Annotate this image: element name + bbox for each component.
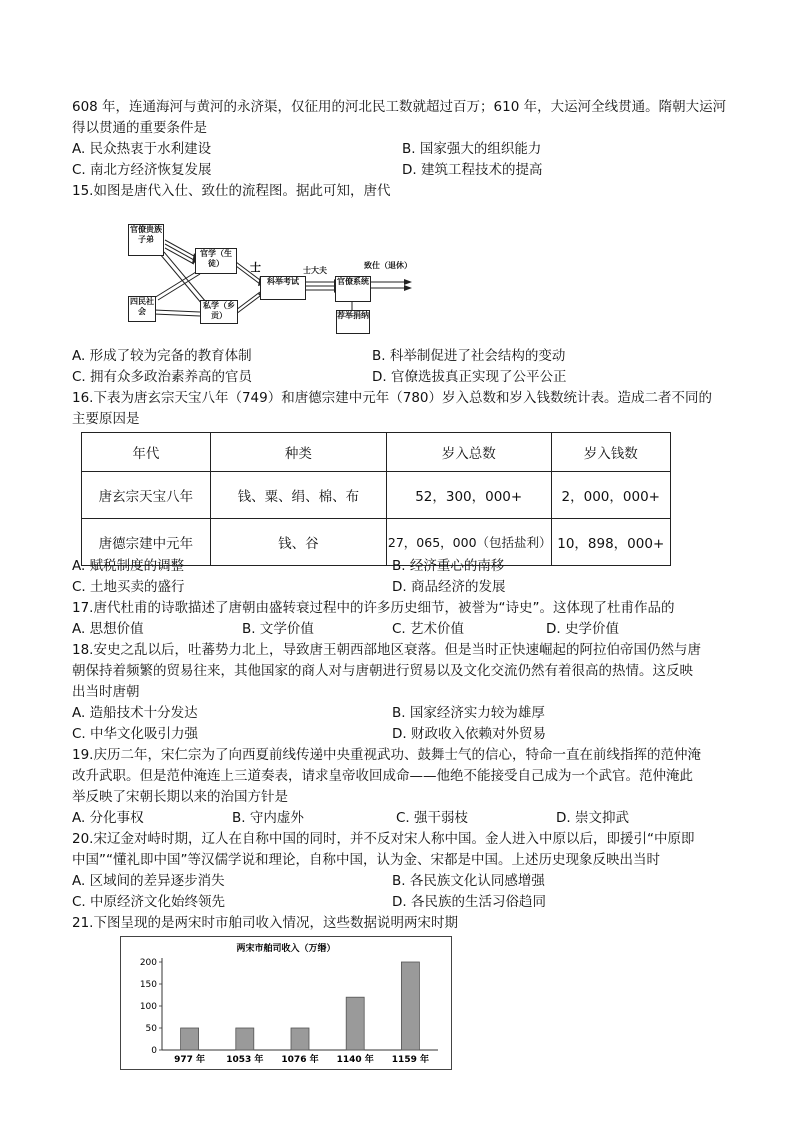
y-tick-label: 150 — [139, 980, 157, 990]
table-row — [82, 472, 671, 519]
q15-option-b: B. 科举制促进了社会结构的变动 — [372, 348, 566, 364]
q17-option-a: A. 思想价值 — [72, 621, 144, 637]
chart-bar — [346, 997, 364, 1050]
box-simin: 四民社会 — [128, 296, 156, 322]
q16-table — [81, 432, 671, 566]
table-header-row — [82, 433, 671, 472]
y-tick-label: 100 — [139, 1002, 157, 1012]
chart-bar — [291, 1028, 309, 1050]
q16-option-b: B. 经济重心的南移 — [392, 558, 505, 574]
y-tick-label: 200 — [139, 958, 157, 968]
q20-option-c: C. 中原经济文化始终领先 — [72, 894, 226, 910]
x-tick-label: 977 年 — [174, 1055, 206, 1065]
x-tick-label: 1140 年 — [336, 1055, 374, 1065]
x-tick-label: 1053 年 — [226, 1055, 264, 1065]
q20-option-d: D. 各民族的生活习俗趋同 — [392, 894, 546, 910]
table-header-cell: 岁入钱数 — [551, 433, 671, 472]
q19-stem-line2: 改升武职。但是范仲淹连上三道奏表，请求皇帝收回成命——他绝不能接受自己成为一个武官。范仲淹此 — [72, 768, 693, 784]
q16-option-a: A. 赋税制度的调整 — [72, 558, 185, 574]
q16-option-d: D. 商品经济的发展 — [392, 579, 506, 595]
q19-stem-line3: 举反映了宋朝长期以来的治国方针是 — [72, 789, 288, 805]
q15-stem: 15.如图是唐代入仕、致仕的流程图。据此可知，唐代 — [72, 183, 391, 199]
q17-stem: 17.唐代杜甫的诗歌描述了唐朝由盛转衰过程中的许多历史细节，被誉为“诗史”。这体现了杜甫作品的 — [72, 600, 675, 616]
box-kejukaoshi: 科举考试 — [260, 276, 306, 300]
q15-option-a: A. 形成了较为完备的教育体制 — [72, 348, 252, 364]
q18-option-b: B. 国家经济实力较为雄厚 — [392, 705, 545, 721]
q19-option-b: B. 守内虚外 — [232, 810, 304, 826]
q15-option-c: C. 拥有众多政治素养高的官员 — [72, 369, 253, 385]
q16-option-c: C. 土地买卖的盛行 — [72, 579, 185, 595]
q17-option-b: B. 文学价值 — [242, 621, 314, 637]
q21-stem: 21.下图呈现的是两宋时市舶司收入情况，这些数据说明两宋时期 — [72, 915, 458, 931]
q19-option-d: D. 崇文抑武 — [556, 810, 629, 826]
table-cell: 唐德宗建中元年 — [82, 519, 211, 566]
q20-option-a: A. 区域间的差异逐步消失 — [72, 873, 225, 889]
q14-option-a: A. 民众热衷于水利建设 — [72, 141, 212, 157]
y-tick-label: 50 — [145, 1024, 157, 1034]
q18-stem-line2: 朝保持着频繁的贸易往来，其他国家的商人对与唐朝进行贸易以及文化交流仍然有着很高的热情。这反映 — [72, 663, 693, 679]
q15-option-d: D. 官僚选拔真正实现了公平公正 — [372, 369, 567, 385]
q18-option-a: A. 造船技术十分发达 — [72, 705, 198, 721]
q19-stem-line1: 19.庆历二年，宋仁宗为了向西夏前线传递中央重视武功、鼓舞士气的信心，特命一直在前线指挥的范仲淹 — [72, 747, 701, 763]
box-sixue: 私学（乡贡） — [200, 300, 238, 324]
table-cell: 钱、谷 — [210, 519, 386, 566]
box-guanliao-zidi: 官僚贵族子弟 — [128, 224, 164, 256]
table-header-cell: 岁入总数 — [386, 433, 551, 472]
q20-option-b: B. 各民族文化认同感增强 — [392, 873, 545, 889]
x-tick-label: 1159 年 — [391, 1055, 429, 1065]
q17-option-d: D. 史学价值 — [546, 621, 619, 637]
chart-bar — [236, 1028, 254, 1050]
q18-stem-line3: 出当时唐朝 — [72, 684, 140, 700]
table-header-cell: 年代 — [82, 433, 211, 472]
q17-option-c: C. 艺术价值 — [392, 621, 465, 637]
label-shi: 士 — [250, 261, 261, 274]
q18-stem-line1: 18.安史之乱以后，吐蕃势力北上，导致唐王朝西部地区衰落。但是当时正快速崛起的阿拉伯帝国仍然与唐 — [72, 642, 701, 658]
q15-flow-diagram — [120, 218, 420, 336]
q14-stem-line1: 608 年，连通海河与黄河的永济渠，仅征用的河北民工数就超过百万；610 年，大运河全线贯通。隋朝大运河 — [72, 99, 727, 115]
table-header-cell: 种类 — [210, 433, 386, 472]
box-jianju: 荐举捐纳 — [336, 310, 370, 334]
box-guanliao-xitong: 官僚系统 — [335, 276, 371, 302]
q20-stem-line2: 中国”“懂礼即中国”等汉儒学说和理论，自称中国，认为金、宋都是中国。上述历史现象反映出当时 — [72, 852, 660, 868]
q14-stem-line2: 得以贯通的重要条件是 — [72, 120, 207, 136]
q19-option-a: A. 分化事权 — [72, 810, 144, 826]
q18-option-d: D. 财政收入依赖对外贸易 — [392, 726, 546, 742]
table-cell: 52，300，000+ — [386, 472, 551, 519]
table-cell: 钱、粟、绢、棉、布 — [210, 472, 386, 519]
q18-option-c: C. 中华文化吸引力强 — [72, 726, 199, 742]
label-zhishi: 致仕（退休） — [364, 261, 412, 270]
table-cell: 10，898，000+ — [551, 519, 671, 566]
q14-option-d: D. 建筑工程技术的提高 — [402, 162, 543, 178]
table-cell: 2，000，000+ — [551, 472, 671, 519]
y-tick-label: 0 — [151, 1046, 157, 1056]
q19-option-c: C. 强干弱枝 — [396, 810, 469, 826]
chart-title: 两宋市舶司收入（万缗） — [236, 944, 336, 954]
q16-stem-line2: 主要原因是 — [72, 411, 140, 427]
q16-stem-line1: 16.下表为唐玄宗天宝八年（749）和唐德宗建中元年（780）岁入总数和岁入钱数统计表。造成二者不同的 — [72, 390, 713, 406]
q20-stem-line1: 20.宋辽金对峙时期，辽人在自称中国的同时，并不反对宋人称中国。金人进入中原以后，即援引“中原即 — [72, 831, 695, 847]
chart-bar — [401, 962, 419, 1050]
chart-bar — [181, 1028, 199, 1050]
table-cell: 27，065，000（包括盐利） — [386, 519, 551, 566]
box-guanxue: 官学（生徒） — [195, 248, 237, 274]
q14-option-b: B. 国家强大的组织能力 — [402, 141, 542, 157]
x-tick-label: 1076 年 — [281, 1055, 319, 1065]
label-shidafu: 士大夫 — [303, 266, 327, 275]
q21-bar-chart — [120, 936, 452, 1070]
table-cell: 唐玄宗天宝八年 — [82, 472, 211, 519]
q14-option-c: C. 南北方经济恢复发展 — [72, 162, 212, 178]
